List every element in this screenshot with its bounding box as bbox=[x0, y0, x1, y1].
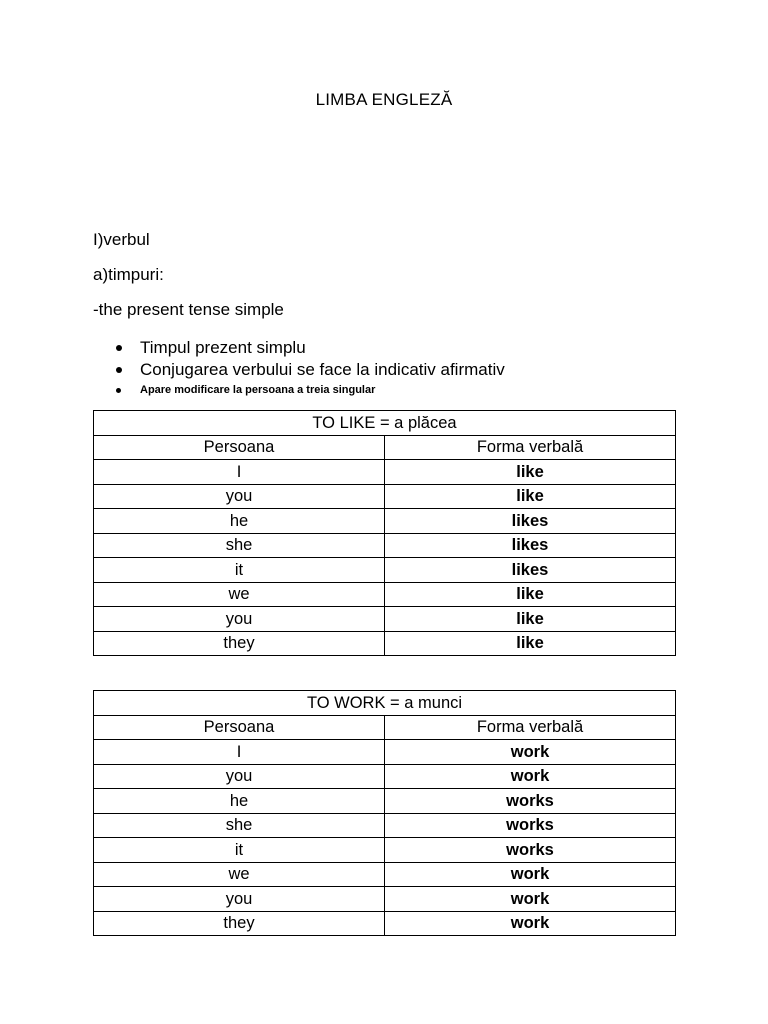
table-row bbox=[94, 460, 676, 485]
person-cell: it bbox=[94, 838, 385, 863]
person-cell: he bbox=[94, 509, 385, 534]
verb-form-cell: work bbox=[385, 764, 676, 789]
person-cell: you bbox=[94, 607, 385, 632]
column-header-person: Persoana bbox=[94, 715, 385, 740]
table-header-row bbox=[94, 435, 676, 460]
person-cell: I bbox=[94, 460, 385, 485]
table-row bbox=[94, 740, 676, 765]
person-cell: they bbox=[94, 631, 385, 656]
verb-form-cell: like bbox=[385, 607, 676, 632]
table-row bbox=[94, 631, 676, 656]
person-cell: we bbox=[94, 582, 385, 607]
person-cell: you bbox=[94, 887, 385, 912]
table-row bbox=[94, 813, 676, 838]
table-title: TO WORK = a munci bbox=[94, 691, 676, 716]
conjugation-table-like bbox=[93, 410, 676, 656]
table-row bbox=[94, 509, 676, 534]
verb-form-cell: like bbox=[385, 582, 676, 607]
bullet-item: Conjugarea verbului se face la indicativ afirmativ bbox=[112, 359, 505, 381]
table-header-row bbox=[94, 715, 676, 740]
subsection-heading: a)timpuri: bbox=[93, 265, 164, 284]
verb-form-cell: like bbox=[385, 460, 676, 485]
tense-heading: -the present tense simple bbox=[93, 300, 284, 319]
table-title-row bbox=[94, 691, 676, 716]
table-row bbox=[94, 838, 676, 863]
table-row bbox=[94, 911, 676, 936]
person-cell: I bbox=[94, 740, 385, 765]
person-cell: it bbox=[94, 558, 385, 583]
table-row bbox=[94, 533, 676, 558]
verb-form-cell: likes bbox=[385, 509, 676, 534]
person-cell: we bbox=[94, 862, 385, 887]
table-title-row bbox=[94, 411, 676, 436]
table-row bbox=[94, 484, 676, 509]
table-row bbox=[94, 607, 676, 632]
verb-form-cell: work bbox=[385, 862, 676, 887]
verb-form-cell: works bbox=[385, 789, 676, 814]
column-header-form: Forma verbală bbox=[385, 435, 676, 460]
verb-form-cell: works bbox=[385, 813, 676, 838]
table-row bbox=[94, 558, 676, 583]
table-row bbox=[94, 764, 676, 789]
section-heading: I)verbul bbox=[93, 230, 150, 249]
bullet-item: Timpul prezent simplu bbox=[112, 337, 505, 359]
person-cell: you bbox=[94, 484, 385, 509]
person-cell: they bbox=[94, 911, 385, 936]
person-cell: she bbox=[94, 813, 385, 838]
verb-form-cell: work bbox=[385, 887, 676, 912]
person-cell: you bbox=[94, 764, 385, 789]
column-header-form: Forma verbală bbox=[385, 715, 676, 740]
verb-form-cell: like bbox=[385, 484, 676, 509]
verb-form-cell: like bbox=[385, 631, 676, 656]
verb-form-cell: likes bbox=[385, 558, 676, 583]
table-row bbox=[94, 789, 676, 814]
person-cell: she bbox=[94, 533, 385, 558]
table-row bbox=[94, 862, 676, 887]
table-row bbox=[94, 887, 676, 912]
page-title: LIMBA ENGLEZĂ bbox=[315, 90, 453, 109]
bullet-list bbox=[112, 337, 505, 399]
verb-form-cell: works bbox=[385, 838, 676, 863]
bullet-item: Apare modificare la persoana a treia singular bbox=[112, 381, 505, 399]
table-title: TO LIKE = a plăcea bbox=[94, 411, 676, 436]
verb-form-cell: work bbox=[385, 911, 676, 936]
table-row bbox=[94, 582, 676, 607]
person-cell: he bbox=[94, 789, 385, 814]
conjugation-table-work bbox=[93, 690, 676, 936]
verb-form-cell: likes bbox=[385, 533, 676, 558]
column-header-person: Persoana bbox=[94, 435, 385, 460]
verb-form-cell: work bbox=[385, 740, 676, 765]
